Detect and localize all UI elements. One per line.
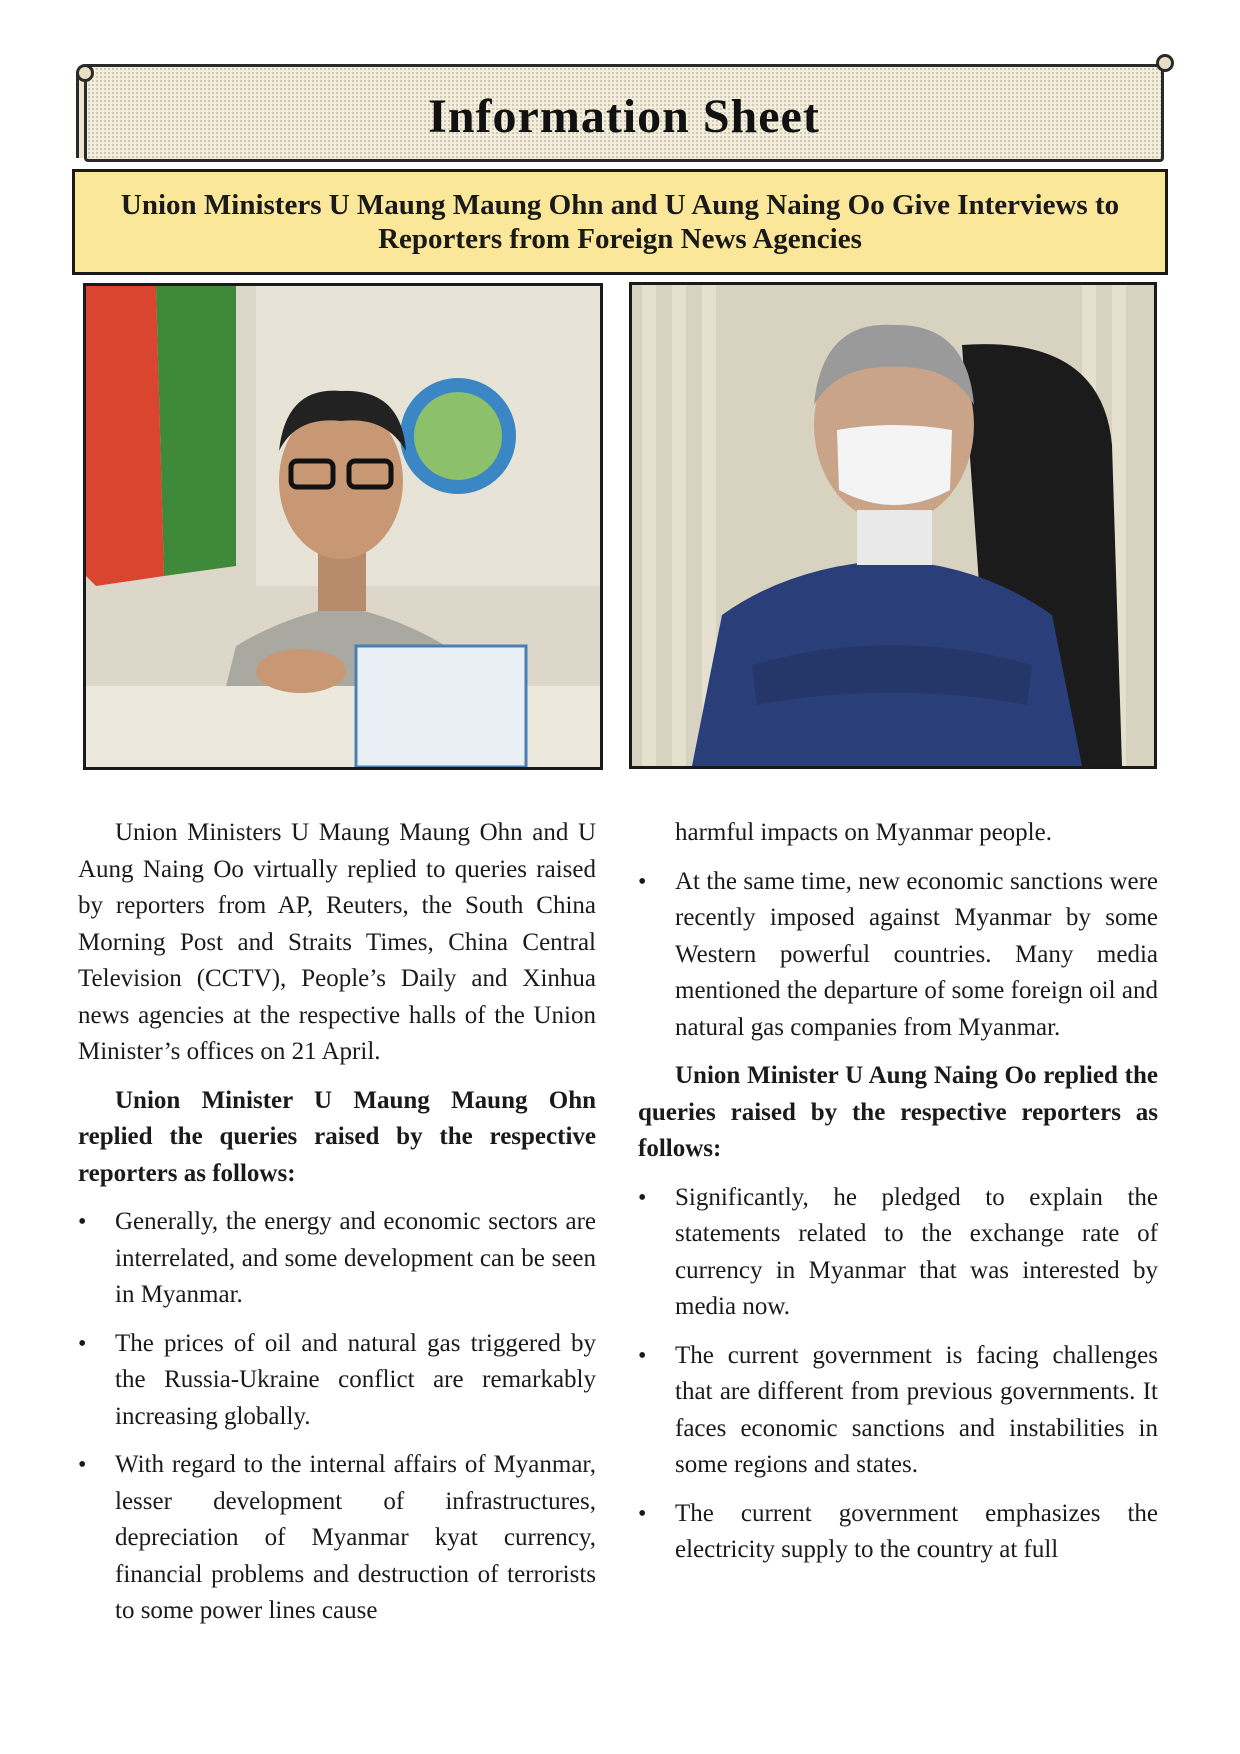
intro-paragraph: Union Ministers U Maung Maung Ohn and U Aung Naing Oo virtually replied to queries raised by reporters from AP, Reuters, the South China Morning Post and Straits Times, China Central Television (CCTV), People’s Daily and Xinhua news agencies at the respective halls of the Union Minister’s offices on 21 April. bbox=[78, 819, 596, 1065]
banner-body bbox=[84, 64, 1164, 162]
right-column bbox=[638, 815, 1158, 1581]
bullet-list-right bbox=[638, 1180, 1158, 1569]
photo-minister-right-illustration bbox=[632, 285, 1154, 766]
bullet-list-left bbox=[78, 1204, 596, 1630]
photo-minister-left bbox=[83, 283, 603, 770]
subhead-maung-maung-ohn: Union Minister U Maung Maung Ohn replied the queries raised by the respective reporters as follows: bbox=[78, 1086, 596, 1187]
scroll-curl-right-icon bbox=[1156, 54, 1174, 72]
list-item: • With regard to the internal affairs of Myanmar, lesser development of infrastructures, depreciation of Myanmar kyat currency, financial problems and destruction of terrorists to some power lines cause bbox=[78, 1447, 596, 1630]
list-item: • Generally, the energy and economic sectors are interrelated, and some development can be seen in Myanmar. bbox=[78, 1204, 596, 1314]
list-item: • The current government emphasizes the electricity supply to the country at full bbox=[638, 1496, 1158, 1569]
list-item: • The current government is facing challenges that are different from previous governments. It faces economic sanctions and instabilities in some regions and states. bbox=[638, 1338, 1158, 1484]
page-title: Information Sheet bbox=[428, 90, 820, 143]
photo-minister-left-illustration bbox=[86, 286, 600, 767]
title-banner bbox=[72, 58, 1176, 166]
list-item: • The prices of oil and natural gas triggered by the Russia-Ukraine conflict are remarkably increasing globally. bbox=[78, 1326, 596, 1436]
scroll-curl-left-icon bbox=[76, 64, 94, 82]
article-headline: Union Ministers U Maung Maung Ohn and U Aung Naing Oo Give Interviews to Reporters from Foreign News Agencies bbox=[72, 169, 1168, 275]
bullet-list-right-top bbox=[638, 864, 1158, 1047]
photo-minister-right bbox=[629, 282, 1157, 769]
subhead-aung-naing-oo: Union Minister U Aung Naing Oo replied the queries raised by the respective reporters as follows: bbox=[638, 1062, 1158, 1162]
list-item: • At the same time, new economic sanctions were recently imposed against Myanmar by some Western powerful countries. Many media mentioned the departure of some foreign oil and natural gas companies from Myanmar. bbox=[638, 864, 1158, 1047]
left-column bbox=[78, 815, 596, 1642]
list-item: • Significantly, he pledged to explain the statements related to the exchange rate of currency in Myanmar that was interested by media now. bbox=[638, 1180, 1158, 1326]
continued-text: harmful impacts on Myanmar people. bbox=[675, 819, 1052, 846]
